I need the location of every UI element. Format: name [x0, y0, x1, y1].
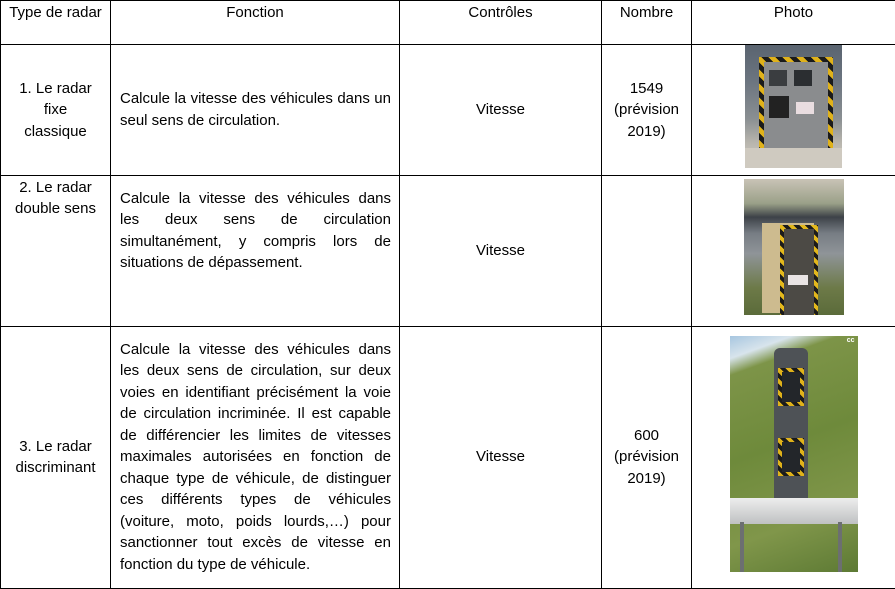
radar-controles: Vitesse: [400, 45, 602, 176]
header-controles: Contrôles: [400, 1, 602, 45]
radar-controles: Vitesse: [400, 326, 602, 588]
radar-nombre: [602, 175, 692, 326]
table-row: [1, 175, 895, 326]
radar-type: 2. Le radar double sens: [1, 175, 111, 326]
radar-controles: Vitesse: [400, 175, 602, 326]
radar-nombre: 1549 (prévision 2019): [602, 45, 692, 176]
header-fonction: Fonction: [111, 1, 400, 45]
header-type: Type de radar: [1, 1, 111, 45]
table-row: [1, 45, 895, 176]
radar-fixe-classique-photo: [745, 45, 842, 168]
radar-nombre: 600 (prévision 2019): [602, 326, 692, 588]
header-photo: Photo: [692, 1, 895, 45]
radar-discriminant-photo: [730, 336, 858, 572]
header-nombre: Nombre: [602, 1, 692, 45]
header-row: [1, 1, 895, 45]
radar-type: 3. Le radar discriminant: [1, 326, 111, 588]
radar-fonction: Calcule la vitesse des véhicules dans les deux sens de circulation simultanément, y compris lors de situations de dépassement.: [111, 175, 400, 326]
radar-double-sens-photo: [744, 179, 844, 315]
radar-fonction: Calcule la vitesse des véhicules dans les deux sens de circulation, sur deux voies en identifiant précisément la voie de circulation incriminée. Il est capable de différencier les limites de vitesses maximales autorisées en fonction de chaque type de véhicule, de distinguer ces différents types de véhicules (voiture, moto, poids lourds,…) pour sanctionner tout excès de vitesse en fonction du type de véhicule.: [111, 326, 400, 588]
radar-photo-cell: [692, 326, 895, 588]
radar-fonction: Calcule la vitesse des véhicules dans un seul sens de circulation.: [111, 45, 400, 176]
table-row: [1, 326, 895, 588]
radar-photo-cell: [692, 175, 895, 326]
photo-watermark: cc: [847, 337, 855, 345]
radar-type: 1. Le radar fixe classique: [1, 45, 111, 176]
radar-photo-cell: [692, 45, 895, 176]
